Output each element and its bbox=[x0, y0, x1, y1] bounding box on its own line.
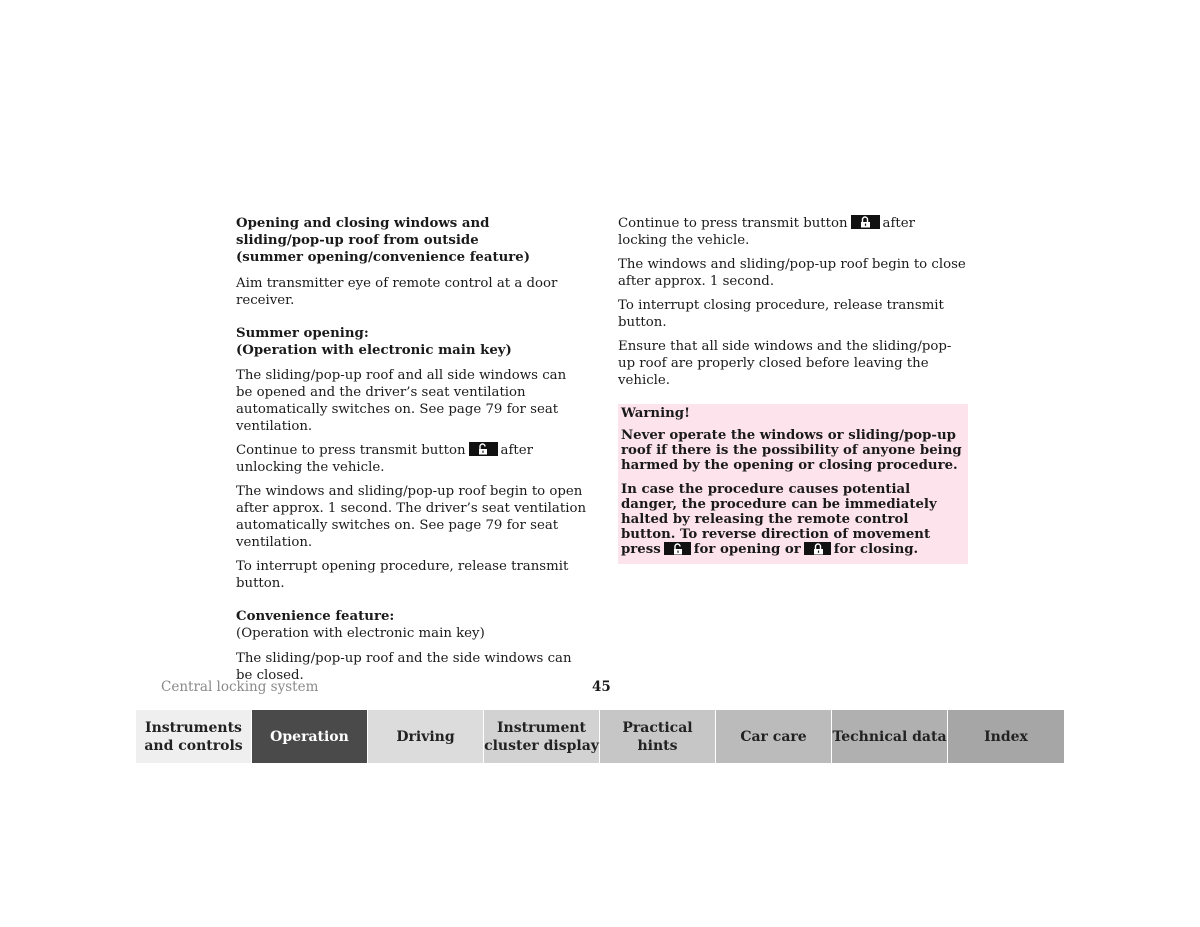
left-column bbox=[236, 215, 586, 691]
body-paragraph: To interrupt closing procedure, release transmit button. bbox=[618, 298, 944, 330]
warning-paragraph bbox=[621, 482, 964, 557]
tab-label: Instrument cluster display bbox=[484, 719, 599, 754]
unlock-key-icon bbox=[469, 442, 498, 456]
body-paragraph: Ensure that all side windows and the sliding/pop-up roof are properly closed before leaving the vehicle. bbox=[618, 339, 952, 388]
convenience-subheading: (Operation with electronic main key) bbox=[236, 626, 485, 641]
text-run: Continue to press transmit button bbox=[618, 216, 848, 231]
summer-press-paragraph bbox=[236, 442, 586, 476]
lock-key-icon bbox=[851, 215, 880, 229]
heading-line: Opening and closing windows and bbox=[236, 216, 490, 231]
page-number: 45 bbox=[592, 679, 611, 695]
warning-paragraph: Never operate the windows or sliding/pop-up roof if there is the possibility of anyone being harmed by the opening or closing procedure. bbox=[621, 428, 962, 473]
tab-label: Practical hints bbox=[622, 719, 693, 754]
text-run: for closing. bbox=[833, 542, 919, 557]
convenience-paragraph: The sliding/pop-up roof and the side windows can be closed. bbox=[236, 651, 572, 683]
footer-section-title: Central locking system bbox=[161, 679, 319, 695]
body-paragraph: The windows and sliding/pop-up roof begin to close after approx. 1 second. bbox=[618, 257, 966, 289]
heading-line: (summer opening/convenience feature) bbox=[236, 250, 531, 265]
warning-title: Warning! bbox=[621, 406, 690, 421]
intro-paragraph: Aim transmitter eye of remote control at a door receiver. bbox=[236, 276, 558, 308]
right-column bbox=[618, 215, 968, 564]
tab-practical-hints[interactable] bbox=[600, 710, 716, 763]
warning-box bbox=[618, 404, 968, 564]
tab-label: Instruments and controls bbox=[144, 719, 243, 754]
summer-opening-heading bbox=[236, 325, 586, 359]
convenience-heading: Convenience feature: bbox=[236, 609, 395, 624]
summer-paragraph: The windows and sliding/pop-up roof begin to open after approx. 1 second. The driver’s seat ventilation automatically switches on. See page 79 for seat ventilation. bbox=[236, 484, 587, 550]
tab-label: Technical data bbox=[832, 728, 947, 745]
lock-press-paragraph bbox=[618, 215, 968, 249]
tab-instruments-and-controls[interactable] bbox=[136, 710, 252, 763]
unlock-key-icon bbox=[664, 542, 691, 555]
section-heading bbox=[236, 215, 586, 266]
text-run: after locking the vehicle. bbox=[618, 216, 915, 248]
lock-key-icon bbox=[804, 542, 831, 555]
tab-driving[interactable] bbox=[368, 710, 484, 763]
tab-label: Index bbox=[984, 728, 1028, 745]
heading-line: Summer opening: bbox=[236, 326, 369, 341]
chapter-nav-bar bbox=[136, 710, 1065, 763]
tab-index[interactable] bbox=[948, 710, 1064, 763]
text-run: In case the procedure causes potential danger, the procedure can be immediately halted by releasing the remote control button. To reverse direction of movement press bbox=[621, 482, 937, 557]
tab-label: Driving bbox=[396, 728, 455, 745]
tab-car-care[interactable] bbox=[716, 710, 832, 763]
tab-instrument-cluster-display[interactable] bbox=[484, 710, 600, 763]
text-run: Continue to press transmit button bbox=[236, 443, 466, 458]
text-run: for opening or bbox=[693, 542, 801, 557]
tab-technical-data[interactable] bbox=[832, 710, 948, 763]
heading-line: (Operation with electronic main key) bbox=[236, 343, 512, 358]
text-run: after unlocking the vehicle. bbox=[236, 443, 533, 475]
summer-paragraph: The sliding/pop-up roof and all side windows can be opened and the driver’s seat ventilation automatically switches on. See page 79 for seat ventilation. bbox=[236, 368, 567, 434]
tab-operation[interactable] bbox=[252, 710, 368, 763]
heading-line: sliding/pop-up roof from outside bbox=[236, 233, 479, 248]
tab-label: Operation bbox=[270, 728, 349, 745]
tab-label: Car care bbox=[740, 728, 807, 745]
summer-paragraph: To interrupt opening procedure, release transmit button. bbox=[236, 559, 569, 591]
